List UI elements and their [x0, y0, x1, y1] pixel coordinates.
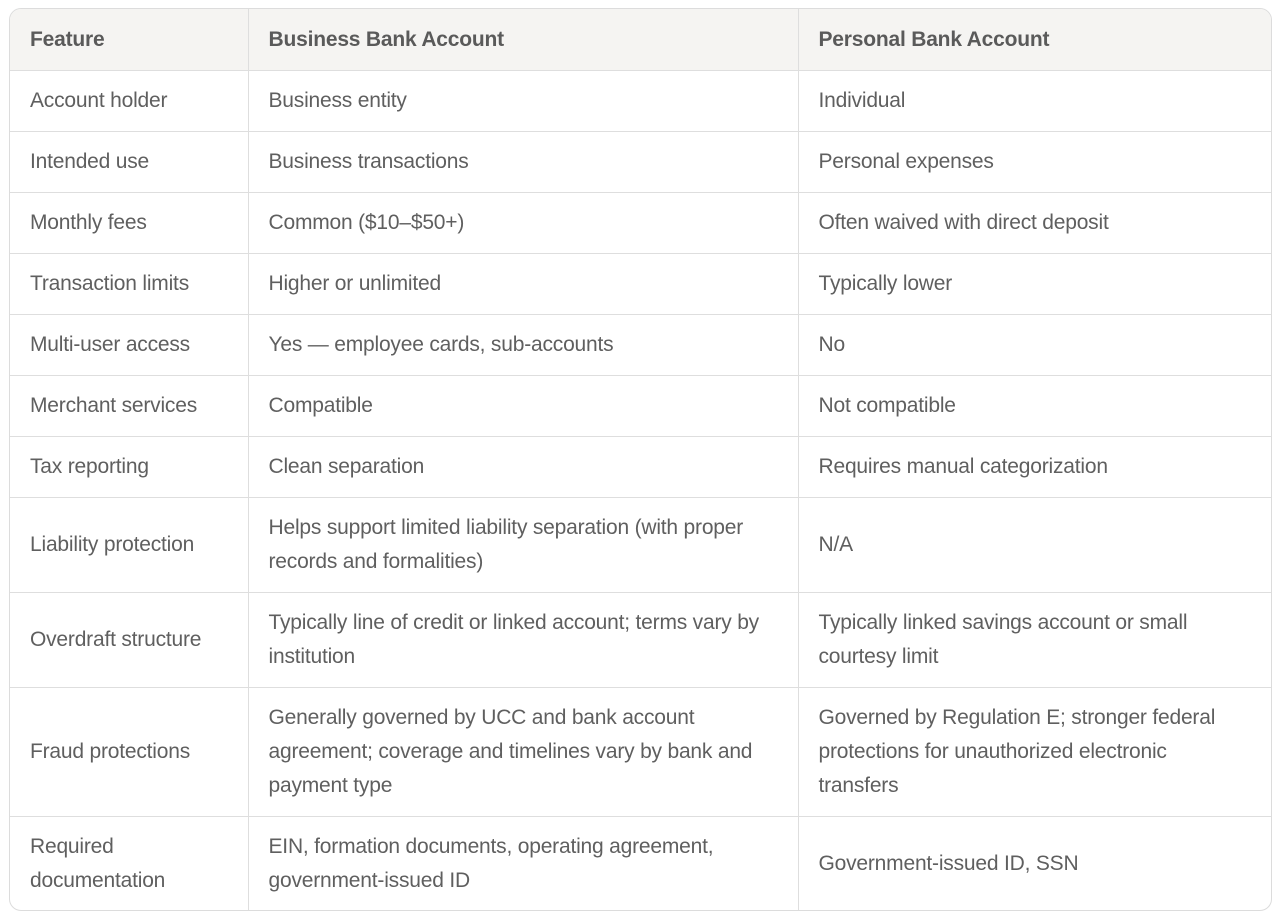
- feature-cell: Liability protection: [10, 498, 248, 593]
- business-cell: Yes — employee cards, sub-accounts: [248, 315, 798, 376]
- business-cell: Generally governed by UCC and bank account agreement; coverage and timelines vary by bank and payment type: [248, 688, 798, 817]
- personal-cell: No: [798, 315, 1271, 376]
- feature-cell: Required documentation: [10, 817, 248, 912]
- personal-cell: Personal expenses: [798, 132, 1271, 193]
- table-row: [10, 498, 1271, 593]
- header-business-account: Business Bank Account: [248, 9, 798, 71]
- personal-cell: Individual: [798, 71, 1271, 132]
- feature-cell: Transaction limits: [10, 254, 248, 315]
- personal-cell: Government-issued ID, SSN: [818, 852, 1079, 875]
- table-row: [10, 688, 1271, 817]
- table-header-row: [10, 9, 1271, 71]
- feature-cell: Fraud protections: [10, 688, 248, 817]
- business-cell: Common ($10–$50+): [248, 193, 798, 254]
- comparison-table: [10, 9, 1271, 911]
- feature-cell: Tax reporting: [10, 437, 248, 498]
- feature-cell: Multi-user access: [10, 315, 248, 376]
- business-cell: Business transactions: [248, 132, 798, 193]
- table-row: [10, 254, 1271, 315]
- personal-cell: N/A: [798, 498, 1271, 593]
- table-row: [10, 437, 1271, 498]
- table-row: [10, 71, 1271, 132]
- personal-cell: Requires manual categorization: [798, 437, 1271, 498]
- table-row: [10, 817, 1271, 912]
- table-row: [10, 593, 1271, 688]
- header-personal-account: Personal Bank Account: [798, 9, 1271, 71]
- table-row: [10, 193, 1271, 254]
- personal-cell: Governed by Regulation E; stronger federal protections for unauthorized electronic transfers: [798, 688, 1271, 817]
- personal-cell: Typically linked savings account or small courtesy limit: [798, 593, 1271, 688]
- personal-cell: Typically lower: [798, 254, 1271, 315]
- business-cell: Compatible: [248, 376, 798, 437]
- business-cell: Business entity: [248, 71, 798, 132]
- business-cell: Helps support limited liability separation (with proper records and formalities): [248, 498, 798, 593]
- table-row: [10, 315, 1271, 376]
- personal-cell: Not compatible: [798, 376, 1271, 437]
- feature-cell: Merchant services: [10, 376, 248, 437]
- personal-cell: Often waived with direct deposit: [798, 193, 1271, 254]
- feature-cell: Overdraft structure: [10, 593, 248, 688]
- business-cell: Typically line of credit or linked account; terms vary by institution: [248, 593, 798, 688]
- comparison-table-container: [9, 8, 1272, 911]
- table-row: [10, 376, 1271, 437]
- feature-cell: Intended use: [10, 132, 248, 193]
- business-cell: EIN, formation documents, operating agreement, government-issued ID: [248, 817, 798, 912]
- business-cell: Clean separation: [248, 437, 798, 498]
- header-feature: Feature: [10, 9, 248, 71]
- feature-cell: Account holder: [10, 71, 248, 132]
- feature-cell: Monthly fees: [10, 193, 248, 254]
- table-row: [10, 132, 1271, 193]
- business-cell: Higher or unlimited: [248, 254, 798, 315]
